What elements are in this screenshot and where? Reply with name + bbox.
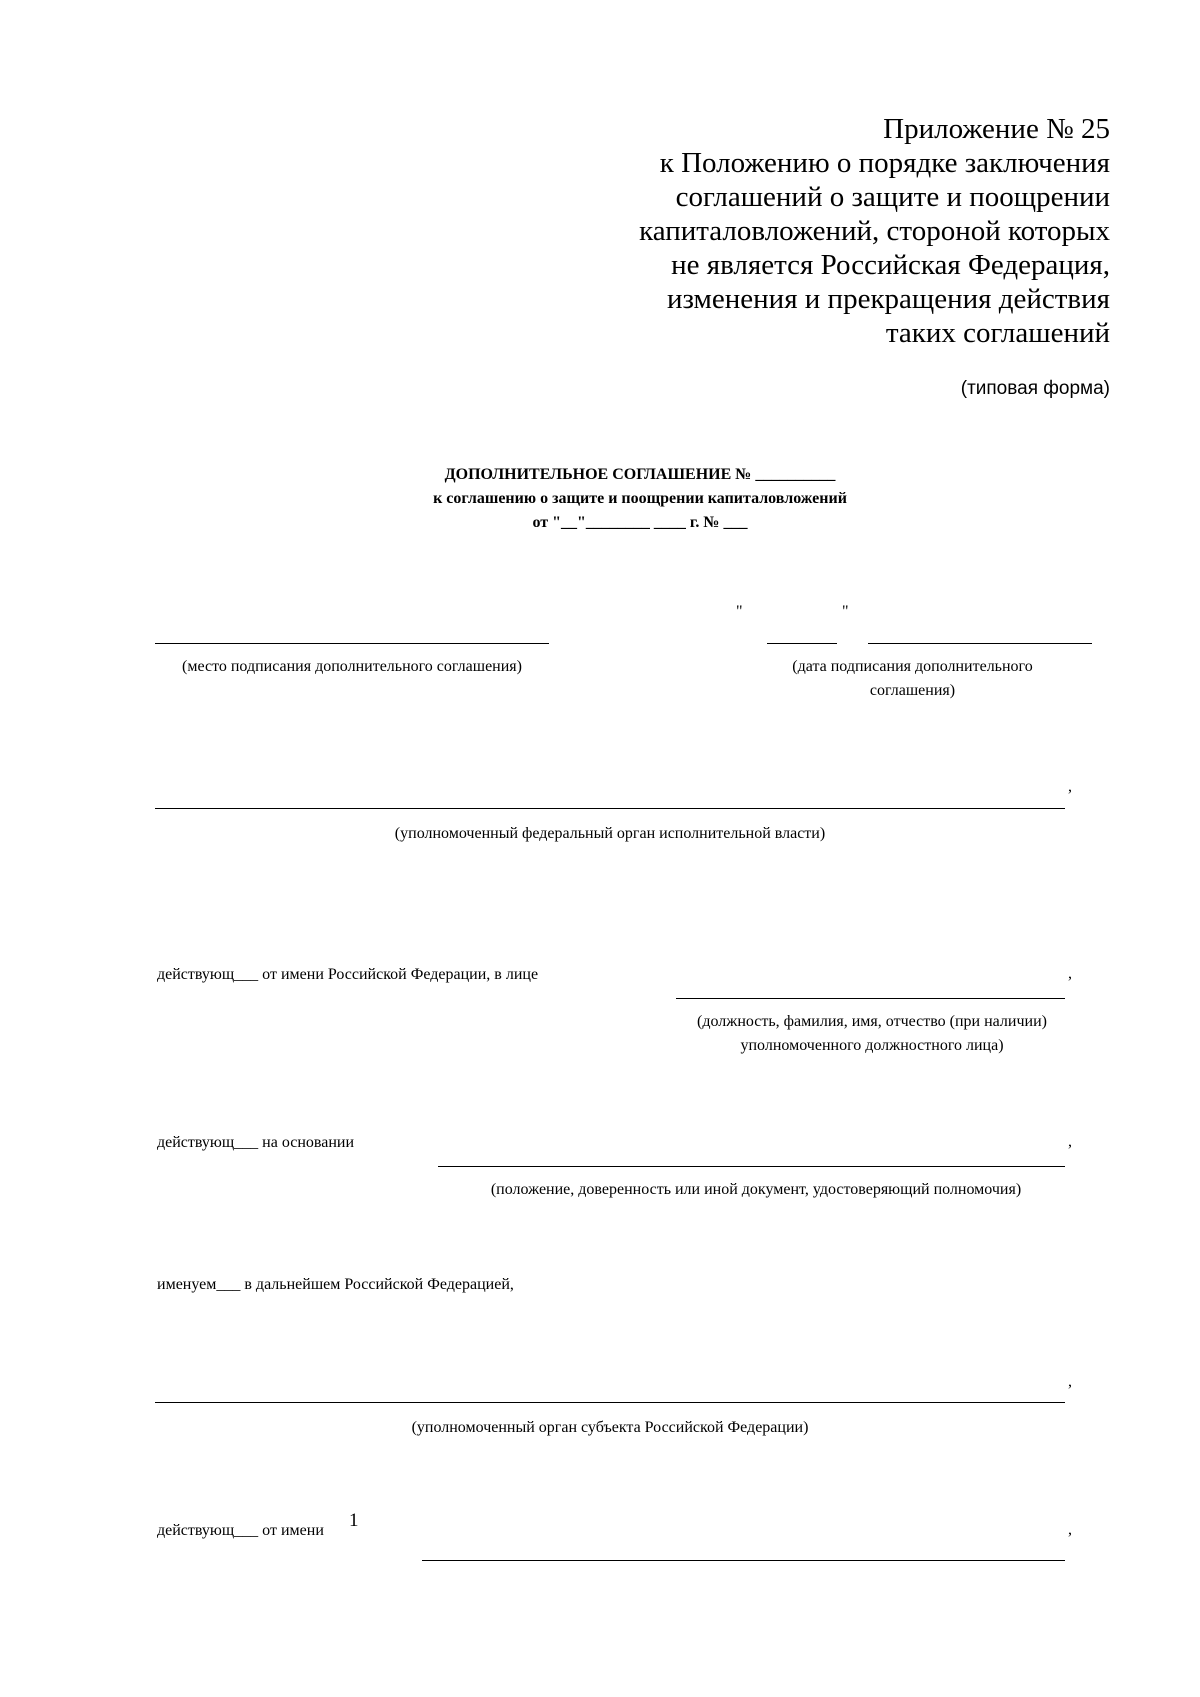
form-type-note: (типовая форма) xyxy=(960,378,1110,399)
place-caption: (место подписания дополнительного соглашения) xyxy=(182,658,522,675)
appendix-line: изменения и прекращения действия xyxy=(666,283,1110,315)
basis-field-line[interactable] xyxy=(438,1166,1065,1167)
hereinafter-text: именуем___ в дальнейшем Российской Федерацией, xyxy=(157,1276,514,1293)
regional-acting-text: действующ___ от имени xyxy=(157,1522,324,1539)
acting-on-behalf-text: действующ___ от имени Российской Федерации, в лице xyxy=(157,966,539,983)
appendix-line: капиталовложений, стороной которых xyxy=(639,215,1110,247)
appendix-line: Приложение № 25 xyxy=(883,113,1110,145)
footnote-mark[interactable]: 1 xyxy=(349,1510,359,1531)
month-year-field-line[interactable] xyxy=(868,643,1092,644)
official-field-line[interactable] xyxy=(676,998,1065,999)
comma: , xyxy=(1068,965,1072,982)
acting-basis-text: действующ___ на основании xyxy=(157,1134,355,1151)
comma: , xyxy=(1068,1133,1072,1150)
day-field-line[interactable] xyxy=(767,643,837,644)
date-quote-close: " xyxy=(842,603,849,620)
basis-caption: (положение, доверенность или иной документ, удостоверяющий полномочия) xyxy=(490,1181,1022,1198)
appendix-line: к Положению о порядке заключения xyxy=(659,147,1110,179)
date-caption: (дата подписания дополнительного соглашения) xyxy=(792,658,1033,699)
appendix-line: не является Российская Федерация, xyxy=(671,249,1110,281)
date-quote-open: " xyxy=(736,603,743,620)
comma: , xyxy=(1068,1373,1072,1390)
appendix-line: соглашений о защите и поощрении xyxy=(675,181,1110,213)
regional-authority-caption: (уполномоченный орган субъекта Российской Федерации) xyxy=(411,1419,809,1436)
appendix-line: таких соглашений xyxy=(885,317,1110,349)
place-field-line[interactable] xyxy=(155,643,549,644)
regional-behalf-field-line[interactable] xyxy=(422,1560,1065,1561)
title-subline: к соглашению о защите и поощрении капиталовложений xyxy=(433,490,847,507)
regional-authority-field-line[interactable] xyxy=(155,1402,1065,1403)
official-caption: (должность, фамилия, имя, отчество (при наличии) уполномоченного должностного лица) xyxy=(697,1013,1047,1054)
title-line: ДОПОЛНИТЕЛЬНОЕ СОГЛАШЕНИЕ № __________ xyxy=(444,466,836,483)
title-date-line: от "__"________ ____ г. № ___ xyxy=(532,514,748,531)
comma: , xyxy=(1068,778,1072,795)
federal-authority-caption: (уполномоченный федеральный орган исполнительной власти) xyxy=(394,825,826,842)
comma: , xyxy=(1068,1521,1072,1538)
federal-authority-field-line[interactable] xyxy=(155,808,1065,809)
document-title xyxy=(280,463,1000,535)
appendix-header xyxy=(550,112,1110,350)
